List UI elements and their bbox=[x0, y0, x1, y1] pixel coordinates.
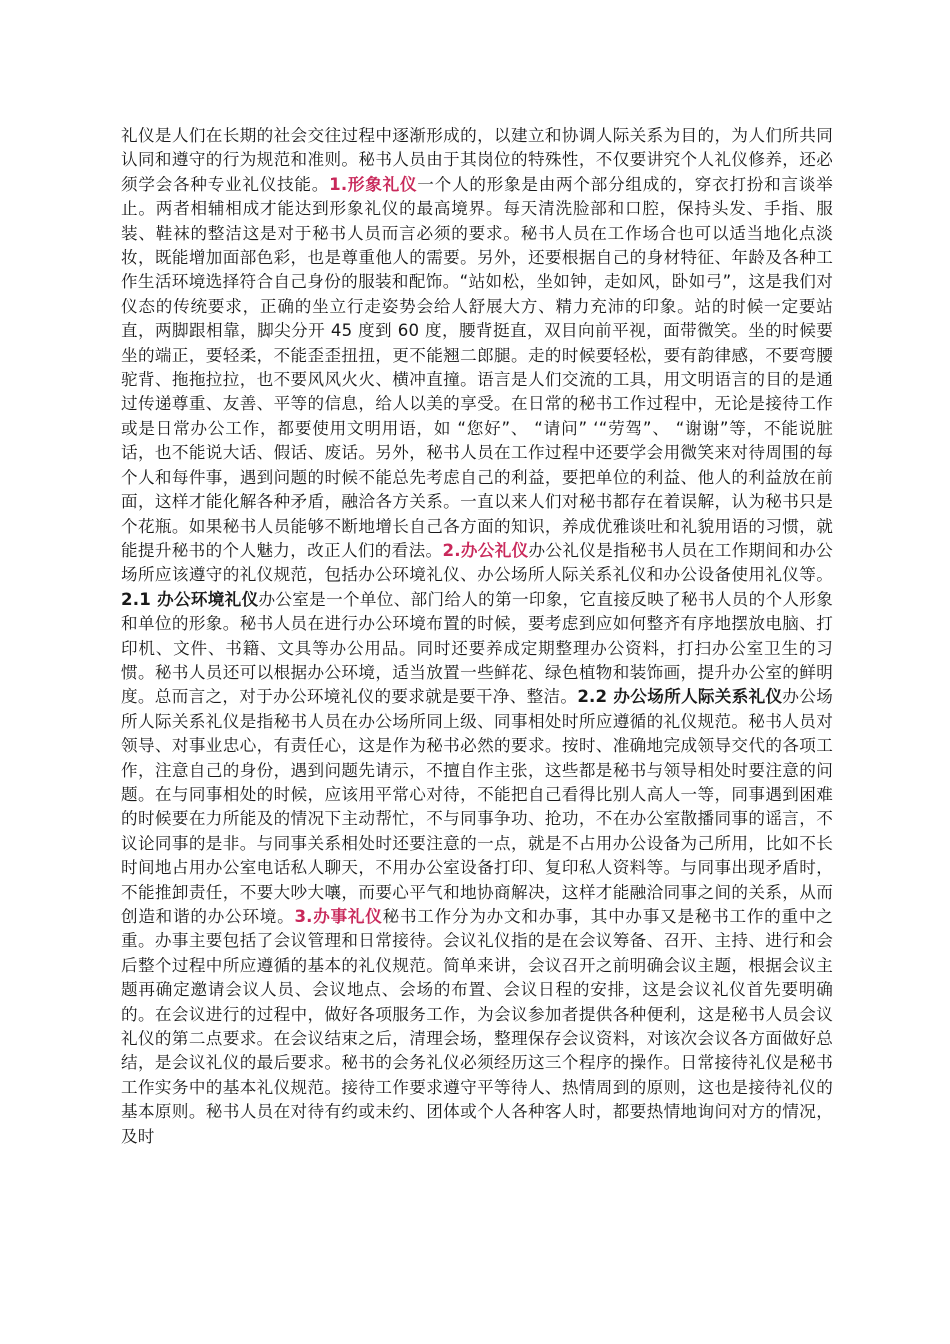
heading-interpersonal-etiquette: 2.2 办公场所人际关系礼仪 bbox=[577, 687, 783, 707]
office-etiquette-text: 办公礼仪是指秘书人员在工作期间和办公场所应该遵守的礼仪规范，包括办公环境礼仪、办公场所人际关系礼仪和办公设备使用礼仪等。 bbox=[121, 540, 833, 585]
interpersonal-etiquette-text: 办公场所人际关系礼仪是指秘书人员在办公场所同上级、同事相处时所应遵循的礼仪规范。秘书人员对领导、对事业忠心，有责任心，这是作为秘书必然的要求。按时、准确地完成领导交代的各项工作，注意自己的身份，遇到问题先请示，不擅自作主张，这些都是秘书与领导相处时要注意的问题。在与同事相处的时候，应该用平常心对待，不能把自己看得比别人高人一等，同事遇到困难的时候要在力所能及的情况下主动帮忙，不与同事争功、抢功，不在办公室散播同事的谣言，不议论同事的是非。与同事关系相处时还要注意的一点，就是不占用办公设备为己所用，比如不长时间地占用办公室电话私人聊天，不用办公室设备打印、复印私人资料等。与同事出现矛盾时，不能推卸责任，不要大吵大嚷，而要心平气和地协商解决，这样才能融洽同事之间的关系，从而创造和谐的办公环境。 bbox=[121, 687, 833, 926]
heading-image-etiquette: 1.形象礼仪 bbox=[329, 174, 418, 194]
image-etiquette-text: 一个人的形象是由两个部分组成的，穿衣打扮和言谈举止。两者相辅相成才能达到形象礼仪的最高境界。每天清洗脸部和口腔，保持头发、手指、服装、鞋袜的整洁这是对于秘书人员而言必须的要求。秘书人员在工作场合也可以适当地化点淡妆，既能增加面部色彩，也是尊重他人的需要。另外，还要根据自己的身材特征、年龄及各种工作生活环境选择符合自己身份的服装和配饰。“站如松，坐如钟，走如风，卧如弓”，这是我们对仪态的传统要求，正确的坐立行走姿势会给人舒展大方、精力充沛的印象。站的时候一定要站直，两脚跟相靠，脚尖分开 45 度到 60 度，腰背挺直，双目向前平视，面带微笑。坐的时候要坐的端正，要轻柔，不能歪歪扭扭，更不能翘二郎腿。走的时候要轻松，要有韵律感，不要弯腰驼背、拖拖拉拉，也不要风风火火、横冲直撞。语言是人们交流的工具，用文明语言的目的是通过传递尊重、友善、平等的信息，给人以美的享受。在日常的秘书工作过程中，无论是接待工作或是日常办公工作，都要使用文明用语，如 “您好”、 “请问” ‘“劳驾”、 “谢谢”等，不能说脏话，也不能说大话、假话、废话。另外，秘书人员在工作过程中还要学会用微笑来对待周围的每个人和每件事，遇到问题的时候不能总先考虑自己的利益，要把单位的利益、他人的利益放在前面，这样才能化解各种矛盾，融洽各方关系。一直以来人们对秘书都存在着误解，认为秘书只是个花瓶。如果秘书人员能够不断地增长自己各方面的知识，养成优雅谈吐和礼貌用语的习惯，就能提升秘书的个人魅力，改正人们的看法。 bbox=[121, 174, 833, 560]
intro-text: 礼仪是人们在长期的社会交往过程中逐渐形成的，以建立和协调人际关系为目的，为人们所共同认同和遵守的行为规范和准则。秘书人员由于其岗位的特殊性，不仅要讲究个人礼仪修养，还必须学会各种专业礼仪技能。 bbox=[121, 126, 833, 194]
heading-affairs-etiquette: 3.办事礼仪 bbox=[294, 907, 383, 926]
heading-office-etiquette: 2.办公礼仪 bbox=[442, 540, 529, 560]
office-environment-text: 办公室是一个单位、部门给人的第一印象，它直接反映了秘书人员的个人形象和单位的形象。秘书人员在进行办公环境布置的时候，要考虑到应如何整齐有序地摆放电脑、打印机、文件、书籍、文具等办公用品。同时还要养成定期整理办公资料，打扫办公室卫生的习惯。秘书人员还可以根据办公环境，适当放置一些鲜花、绿色植物和装饰画，提升办公室的鲜明度。总而言之，对于办公环境礼仪的要求就是要干净、整洁。 bbox=[121, 589, 833, 707]
document-page bbox=[121, 124, 833, 1149]
heading-office-environment: 2.1 办公环境礼仪 bbox=[121, 589, 259, 609]
body-paragraph bbox=[121, 124, 833, 1149]
affairs-etiquette-text: 秘书工作分为办文和办事，其中办事又是秘书工作的重中之重。办事主要包括了会议管理和日常接待。会议礼仪指的是在会议筹备、召开、主持、进行和会后整个过程中所应遵循的基本的礼仪规范。简单来讲，会议召开之前明确会议主题，根据会议主题再确定邀请会议人员、会议地点、会场的布置、会议日程的安排，这是会议礼仪首先要明确的。在会议进行的过程中，做好各项服务工作，为会议参加者提供各种便利，这是秘书人员会议礼仪的第二点要求。在会议结束之后，清理会场，整理保存会议资料，对该次会议各方面做好总结，是会议礼仪的最后要求。秘书的会务礼仪必须经历这三个程序的操作。日常接待礼仪是秘书工作实务中的基本礼仪规范。接待工作要求遵守平等待人、热情周到的原则，这也是接待礼仪的基本原则。秘书人员在对待有约或未约、团体或个人各种客人时，都要热情地询问对方的情况，及时 bbox=[121, 907, 834, 1146]
